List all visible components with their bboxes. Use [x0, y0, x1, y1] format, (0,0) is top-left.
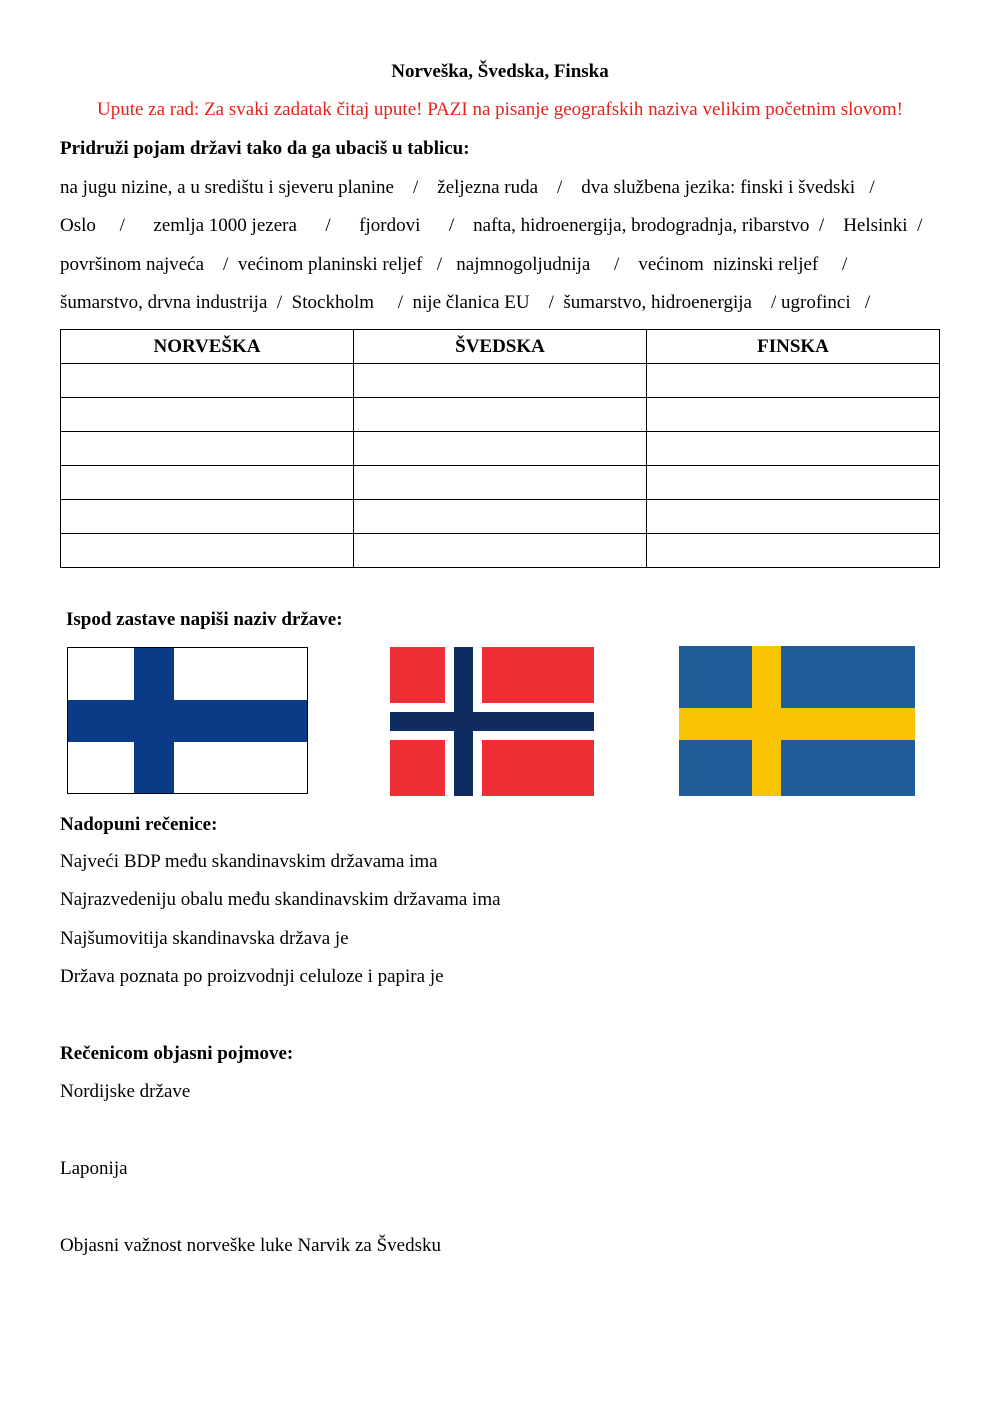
answer-cell[interactable] — [61, 466, 354, 500]
country-table — [60, 329, 940, 568]
task2-heading: Ispod zastave napiši naziv države: — [66, 609, 343, 630]
answer-cell[interactable] — [61, 364, 354, 398]
answer-cell[interactable] — [647, 500, 940, 534]
table-row — [61, 398, 940, 432]
answer-cell[interactable] — [354, 432, 647, 466]
term-bank-line-2: Oslo / zemlja 1000 jezera / fjordovi / nafta, hidroenergija, brodogradnja, ribarstvo / Helsinki / — [60, 215, 923, 236]
answer-cell[interactable] — [61, 432, 354, 466]
task3-heading: Nadopuni rečenice: — [60, 814, 218, 835]
answer-cell[interactable] — [354, 364, 647, 398]
sweden-flag-icon — [679, 646, 915, 796]
table-row — [61, 364, 940, 398]
finland-cross-horizontal — [68, 700, 307, 742]
sentence-4: Država poznata po proizvodnji celuloze i papira je — [60, 966, 444, 987]
sentence-1: Najveći BDP među skandinavskim državama ima — [60, 851, 438, 872]
term-bank-line-3: površinom najveća / većinom planinski reljef / najmnogoljudnija / većinom nizinski reljef / — [60, 254, 848, 275]
answer-cell[interactable] — [647, 364, 940, 398]
table-row — [61, 500, 940, 534]
table-header-row — [61, 330, 940, 364]
sentence-3: Najšumovitija skandinavska država je — [60, 928, 349, 949]
answer-cell[interactable] — [354, 500, 647, 534]
column-header-finland: FINSKA — [647, 330, 940, 364]
term-nordic-countries: Nordijske države — [60, 1081, 191, 1102]
table-row — [61, 432, 940, 466]
norway-inner-cross-horizontal — [390, 712, 594, 731]
task4-heading: Rečenicom objasni pojmove: — [60, 1043, 294, 1064]
table-row — [61, 466, 940, 500]
sentence-2: Najrazvedeniju obalu među skandinavskim državama ima — [60, 889, 501, 910]
narvik-question: Objasni važnost norveške luke Narvik za Švedsku — [60, 1235, 441, 1256]
term-bank-line-1: na jugu nizine, a u središtu i sjeveru planine / željezna ruda / dva službena jezika: finski i švedski / — [60, 177, 875, 198]
term-bank-line-4: šumarstvo, drvna industrija / Stockholm / nije članica EU / šumarstvo, hidroenergija / ugrofinci / — [60, 292, 871, 313]
answer-cell[interactable] — [647, 534, 940, 568]
column-header-sweden: ŠVEDSKA — [354, 330, 647, 364]
column-header-norway: NORVEŠKA — [61, 330, 354, 364]
sweden-cross-horizontal — [679, 708, 915, 740]
finland-flag-icon — [67, 647, 308, 794]
table-row — [61, 534, 940, 568]
page-title: Norveška, Švedska, Finska — [391, 61, 609, 82]
term-lapland: Laponija — [60, 1158, 128, 1179]
norway-flag-icon — [390, 647, 594, 796]
answer-cell[interactable] — [647, 398, 940, 432]
answer-cell[interactable] — [61, 534, 354, 568]
task1-heading: Pridruži pojam državi tako da ga ubaciš u tablicu: — [60, 138, 470, 159]
answer-cell[interactable] — [61, 398, 354, 432]
answer-cell[interactable] — [61, 500, 354, 534]
answer-cell[interactable] — [647, 466, 940, 500]
answer-cell[interactable] — [647, 432, 940, 466]
answer-cell[interactable] — [354, 398, 647, 432]
answer-cell[interactable] — [354, 534, 647, 568]
instructions-text: Upute za rad: Za svaki zadatak čitaj upute! PAZI na pisanje geografskih naziva velikim početnim slovom! — [96, 99, 903, 120]
answer-cell[interactable] — [354, 466, 647, 500]
